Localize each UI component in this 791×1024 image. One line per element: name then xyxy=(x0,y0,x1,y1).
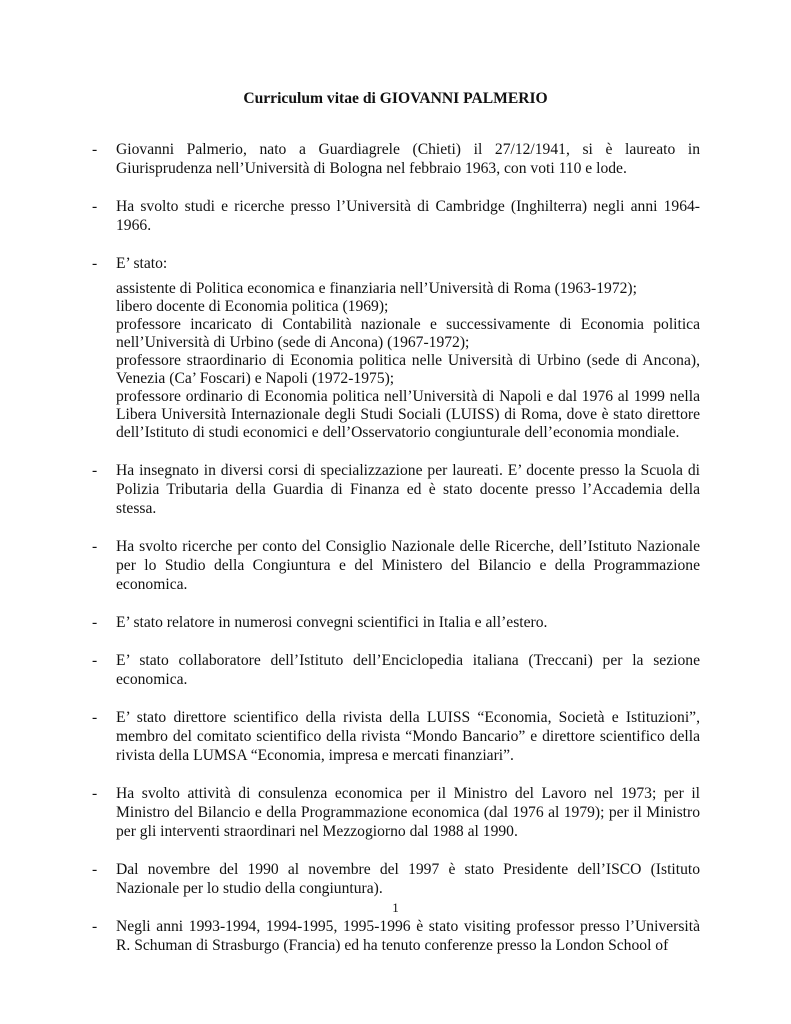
list-item-text: Giovanni Palmerio, nato a Guardiagrele (Chieti) il 27/12/1941, si è laureato in Giurisprudenza nell’Università di Bologna nel febbraio 1963, con voti 110 e lode. xyxy=(116,141,700,177)
list-item-text: Ha svolto ricerche per conto del Consiglio Nazionale delle Ricerche, dell’Istituto Nazionale per lo Studio della Congiuntura e del Ministero del Bilancio e della Programmazione economica. xyxy=(116,538,700,593)
list-item xyxy=(92,860,700,898)
bullet-dash: - xyxy=(92,861,98,878)
list-item-text: E’ stato: xyxy=(116,255,168,272)
list-item xyxy=(92,140,700,178)
list-item xyxy=(92,254,700,442)
role-line: professore ordinario di Economia politica nell’Università di Napoli e dal 1976 al 1999 nella Libera Università Internazionale degli Studi Sociali (LUISS) di Roma, dove è stato direttore dell’Istituto di studi economici e dell’Osservatorio congiunturale dell’economia mondiale. xyxy=(116,388,700,441)
cv-item-list xyxy=(92,140,700,955)
list-item-text: E’ stato direttore scientifico della rivista della LUISS “Economia, Società e Istituzioni”, membro del comitato scientifico della rivista “Mondo Bancario” e direttore scientifico della rivista della LUMSA “Economia, impresa e mercati finanziari”. xyxy=(116,709,700,764)
list-item-text: Ha insegnato in diversi corsi di specializzazione per laureati. E’ docente presso la Scuola di Polizia Tributaria della Guardia di Finanza ed è stato docente presso l’Accademia della stessa. xyxy=(116,462,700,517)
list-item-text: E’ stato collaboratore dell’Istituto dell’Enciclopedia italiana (Treccani) per la sezione economica. xyxy=(116,652,700,688)
list-item xyxy=(92,708,700,765)
bullet-dash: - xyxy=(92,709,98,726)
role-line: libero docente di Economia politica (1969); xyxy=(116,298,389,315)
list-item xyxy=(92,461,700,518)
bullet-dash: - xyxy=(92,462,98,479)
list-item-text: Negli anni 1993-1994, 1994-1995, 1995-1996 è stato visiting professor presso l’Università R. Schuman di Strasburgo (Francia) ed ha tenuto conferenze presso la London School of xyxy=(116,918,700,954)
roles-list xyxy=(116,280,700,442)
list-item xyxy=(92,651,700,689)
bullet-dash: - xyxy=(92,652,98,669)
bullet-dash: - xyxy=(92,198,98,215)
bullet-dash: - xyxy=(92,141,98,158)
list-item xyxy=(92,917,700,955)
list-item-text: Ha svolto attività di consulenza economica per il Ministro del Lavoro nel 1973; per il Ministro del Bilancio e della Programmazione economica (dal 1976 al 1979); per il Ministro per gli interventi straordinari nel Mezzogiorno dal 1988 al 1990. xyxy=(116,785,700,840)
document-title: Curriculum vitae di GIOVANNI PALMERIO xyxy=(243,90,548,107)
list-item xyxy=(92,197,700,235)
role-line: professore straordinario di Economia politica nelle Università di Urbino (sede di Ancona), Venezia (Ca’ Foscari) e Napoli (1972-1975); xyxy=(116,352,700,387)
page-number: 1 xyxy=(392,900,399,915)
bullet-dash: - xyxy=(92,918,98,935)
role-line: assistente di Politica economica e finanziaria nell’Università di Roma (1963-1972); xyxy=(116,280,637,297)
bullet-dash: - xyxy=(92,255,98,272)
list-item xyxy=(92,613,700,632)
list-item-text: Dal novembre del 1990 al novembre del 1997 è stato Presidente dell’ISCO (Istituto Nazionale per lo studio della congiuntura). xyxy=(116,861,700,897)
list-item-text: E’ stato relatore in numerosi convegni scientifici in Italia e all’estero. xyxy=(116,614,548,631)
role-line: professore incaricato di Contabilità nazionale e successivamente di Economia politica nell’Università di Urbino (sede di Ancona) (1967-1972); xyxy=(116,316,700,351)
bullet-dash: - xyxy=(92,538,98,555)
list-item xyxy=(92,537,700,594)
bullet-dash: - xyxy=(92,614,98,631)
list-item xyxy=(92,784,700,841)
bullet-dash: - xyxy=(92,785,98,802)
list-item-text: Ha svolto studi e ricerche presso l’Università di Cambridge (Inghilterra) negli anni 1964-1966. xyxy=(116,198,700,234)
